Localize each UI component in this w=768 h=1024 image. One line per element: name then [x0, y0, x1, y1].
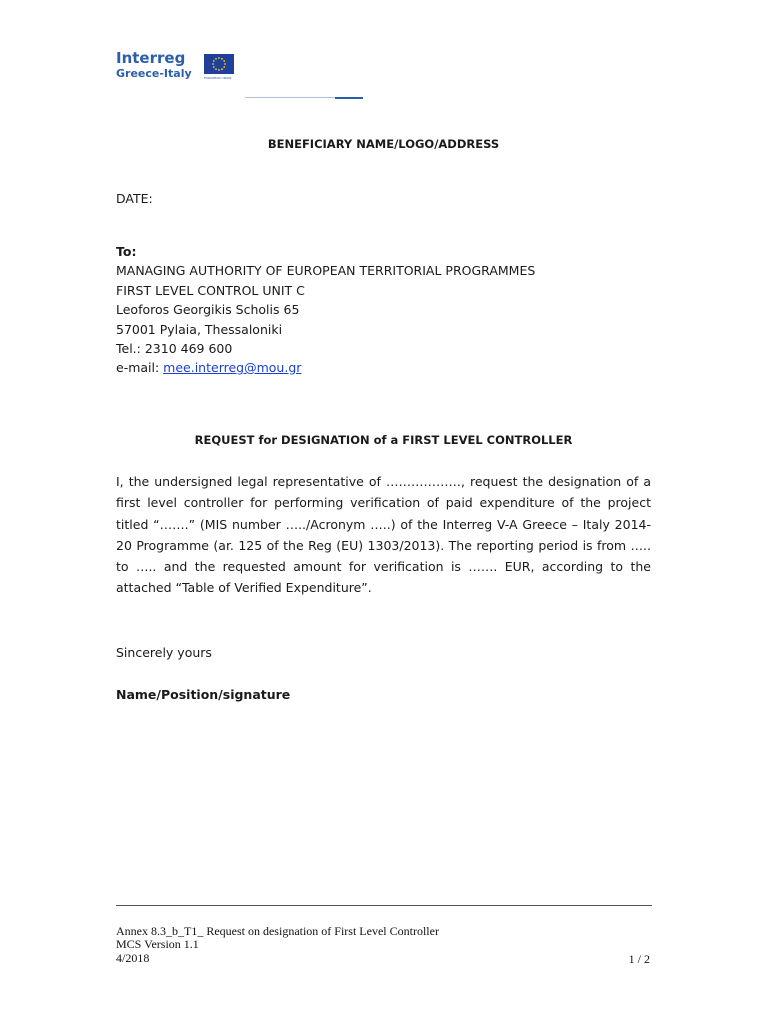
- to-label: To:: [116, 244, 137, 259]
- footer-divider: [116, 905, 652, 906]
- email-row: [116, 358, 301, 377]
- interreg-logo: [116, 50, 238, 96]
- footer-version: MCS Version 1.1: [116, 937, 199, 951]
- logo-divider-accent: [335, 97, 363, 99]
- recipient-line: Leoforos Georgikis Scholis 65: [116, 302, 300, 317]
- body-paragraph: I, the undersigned legal representative of ………………, request the designation of a first level controller for performing verification of paid expenditure of the project titled “…….” (MIS number …../Acronym …..) of the Interreg V-A Greece – Italy 2014-20 Programme (ar. 125 of the Reg (EU) 1303/2013). The reporting period is from ….. to ….. and the requested amount for verification is ……. EUR, according to the attached “Table of Verified Expenditure”.: [116, 474, 651, 596]
- logo-subtitle: Greece-Italy: [116, 67, 192, 80]
- footer-annex: Annex 8.3_b_T1_ Request on designation of First Level Controller: [116, 924, 439, 938]
- email-link[interactable]: mee.interreg@mou.gr: [163, 360, 302, 375]
- recipient-line: 57001 Pylaia, Thessaloniki: [116, 322, 283, 337]
- beneficiary-heading: BENEFICIARY NAME/LOGO/ADDRESS: [267, 137, 500, 151]
- recipient-line: FIRST LEVEL CONTROL UNIT C: [116, 283, 305, 298]
- recipient-line: Tel.: 2310 469 600: [116, 341, 233, 356]
- eu-caption: EUROPEAN UNION: [204, 76, 232, 80]
- logo-title: Interreg: [116, 49, 186, 67]
- eu-flag-icon: [204, 54, 234, 74]
- signature-label: Name/Position/signature: [116, 687, 291, 702]
- recipient-line: MANAGING AUTHORITY OF EUROPEAN TERRITORIAL PROGRAMMES: [116, 263, 536, 278]
- closing-text: Sincerely yours: [116, 645, 212, 660]
- page-number: 1 / 2: [628, 952, 650, 966]
- footer-date: 4/2018: [116, 951, 150, 965]
- email-label: e-mail:: [116, 360, 164, 375]
- request-title: REQUEST for DESIGNATION of a FIRST LEVEL CONTROLLER: [194, 433, 573, 447]
- logo-divider: [245, 97, 335, 98]
- date-label: DATE:: [116, 191, 153, 206]
